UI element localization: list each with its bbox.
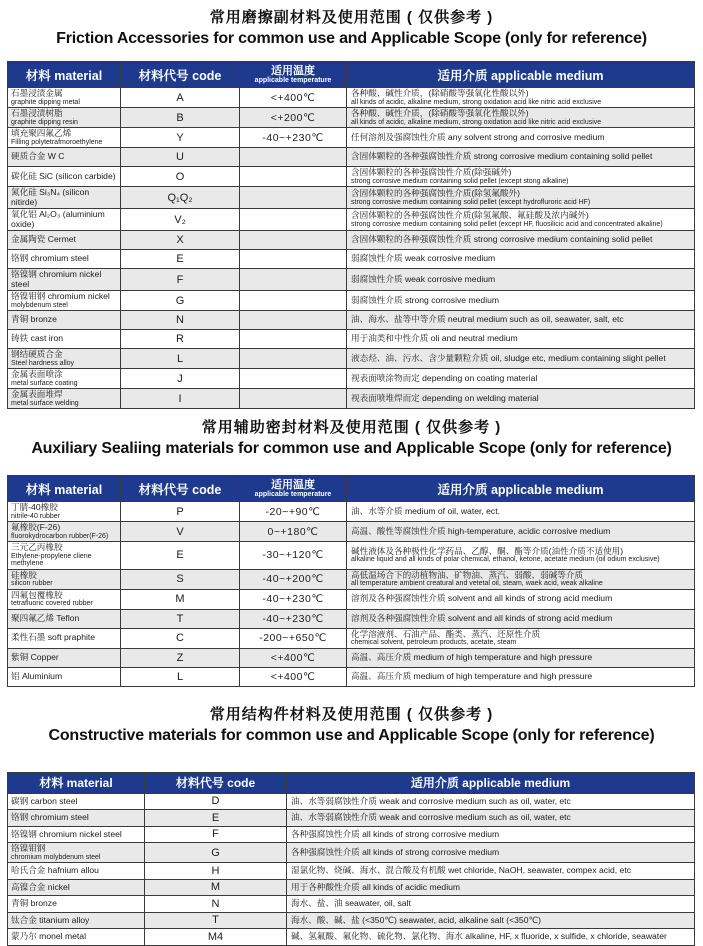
- table-row: [8, 231, 695, 250]
- material-cell: 金属表面堆焊 metal surface welding: [8, 389, 121, 409]
- table-row: [8, 879, 695, 896]
- table-row: [8, 542, 695, 570]
- medium-cell: 各种强腐蚀性介质 all kinds of strong corrosive medium: [287, 843, 695, 863]
- col-header-code: 材料代号 code: [145, 772, 287, 793]
- temperature-cell: -200~+650℃: [240, 628, 347, 648]
- code-cell: V: [121, 522, 240, 542]
- material-cell: 石墨浸渍金属 graphite dipping metal: [8, 88, 121, 108]
- table-row: [8, 209, 695, 231]
- medium-cell: 液态烃、油、污水、含少量颗粒介质 oil, sludge etc, medium containing slight pellet: [347, 349, 695, 369]
- material-cell: 三元乙丙橡胶 Ethylene-propylene cliene methylene: [8, 542, 121, 570]
- code-cell: P: [121, 502, 240, 522]
- medium-cell: 弱腐蚀性介质 strong corrosive medium: [347, 291, 695, 311]
- sealing-section-title-en: Auxiliary Sealiing materials for common use and Applicable Scope (only for reference): [31, 440, 672, 457]
- sealing-materials-table: [7, 475, 695, 687]
- material-cell: 铸铁 cast iron: [8, 330, 121, 349]
- material-cell: 铬钢 chromium steel: [8, 810, 145, 827]
- material-cell: 丁腈-40橡胶 nitrile-40 rubber: [8, 502, 121, 522]
- material-cell: 碳化硅 SiC (silicon carbide): [8, 167, 121, 187]
- medium-cell: 高温、高压介质 medium of high temperature and high pressure: [347, 648, 695, 667]
- temperature-cell: <+200℃: [240, 108, 347, 128]
- code-cell: R: [121, 330, 240, 349]
- table-row: [8, 311, 695, 330]
- material-cell: 四氟包覆橡胶 tetrafluoric covered rubber: [8, 589, 121, 609]
- medium-cell: 弱腐蚀性介质 weak corrosive medium: [347, 269, 695, 291]
- sealing-materials-section: [0, 418, 703, 687]
- code-cell: J: [121, 369, 240, 389]
- table-row: [8, 128, 695, 148]
- medium-cell: 碱性液体及各种极性化学药品、乙醇、酮、酯等介质(油性介质不适使用) alkaline liquid and all kinds of polar chemical, ethanol, ketone, acetate medium (oil odium exclusive): [347, 542, 695, 570]
- material-cell: 哈氏合金 hafnium allou: [8, 863, 145, 880]
- friction-materials-table: [7, 61, 695, 409]
- temperature-cell: <+400℃: [240, 648, 347, 667]
- temperature-cell: <+400℃: [240, 667, 347, 686]
- constructive-materials-section: [0, 705, 703, 946]
- table-row: [8, 250, 695, 269]
- temperature-cell: [240, 209, 347, 231]
- material-cell: 硬质合金 W C: [8, 148, 121, 167]
- table-row: [8, 863, 695, 880]
- code-cell: M: [121, 589, 240, 609]
- code-cell: G: [145, 843, 287, 863]
- col-header-material: 材料 material: [8, 772, 145, 793]
- table-row: [8, 826, 695, 843]
- medium-cell: 海水、酸、碱、盐 (<350℃) seawater, acid, alkaline salt (<350℃): [287, 912, 695, 929]
- table-row: [8, 810, 695, 827]
- material-cell: 铬钢 chromium steel: [8, 250, 121, 269]
- medium-cell: 各种酸、碱性介质，(除硝酸等强氧化性酸以外) all kinds of acidic, alkaline medium, strong oxidation acid like nitric acid exclusive: [347, 108, 695, 128]
- material-cell: 紫铜 Copper: [8, 648, 121, 667]
- table-row: [8, 589, 695, 609]
- code-cell: U: [121, 148, 240, 167]
- temperature-cell: 0~+180℃: [240, 522, 347, 542]
- col-header-temperature: [240, 476, 347, 502]
- table-row: [8, 330, 695, 349]
- temperature-cell: [240, 148, 347, 167]
- temperature-cell: -40~+200℃: [240, 569, 347, 589]
- table-row: [8, 389, 695, 409]
- table-row: [8, 502, 695, 522]
- table-row: [8, 609, 695, 628]
- medium-cell: 含固体颗粒的各种强腐蚀性介质(除氢氟酸、氟硅酸及浓内碱外) strong corrosive medium containing solid pellet (except HF, fluosilicic acid and concentrated alkaline): [347, 209, 695, 231]
- col-header-code: 材料代号 code: [121, 62, 240, 88]
- medium-cell: 油、水等弱腐蚀性介质 weak and corrosive medium such as oil, water, etc: [287, 793, 695, 810]
- temperature-cell: [240, 389, 347, 409]
- material-cell: 高镍合金 nickel: [8, 879, 145, 896]
- temperature-cell: -20~+90℃: [240, 502, 347, 522]
- temperature-cell: [240, 349, 347, 369]
- medium-cell: 油、海水、盐等中等介质 neutral medium such as oil, seawater, salt, etc: [347, 311, 695, 330]
- material-cell: 氮化硅 Si₃N₄ (silicon nitirde): [8, 187, 121, 209]
- medium-cell: 溶剂及各种强腐蚀性介质 solvent and all kinds of strong acid medium: [347, 589, 695, 609]
- col-header-material: 材料 material: [8, 476, 121, 502]
- code-cell: Y: [121, 128, 240, 148]
- medium-cell: 化学溶液剂、石油产品、酯类、蒸汽、还原性介质 chemical solvent, petroleum products, acetate, steam: [347, 628, 695, 648]
- material-cell: 钢结硬质合金 Steel hardness alloy: [8, 349, 121, 369]
- code-cell: T: [145, 912, 287, 929]
- col-header-temperature-en: applicable temperature: [254, 490, 332, 498]
- material-cell: 石墨浸渍树脂 graphite dipping resin: [8, 108, 121, 128]
- material-cell: 氧化铝 Al₂O₃ (aluminium oxide): [8, 209, 121, 231]
- table-row: [8, 88, 695, 108]
- table-row: [8, 291, 695, 311]
- table-row: [8, 108, 695, 128]
- col-header-temperature: [240, 62, 347, 88]
- friction-section-title-en: Friction Accessories for common use and Applicable Scope (only for reference): [56, 30, 647, 47]
- medium-cell: 含固体颗粒的各种强腐蚀性介质(除强碱外) strong corrosive medium containing solid pellet (except stong alkaline): [347, 167, 695, 187]
- code-cell: M: [145, 879, 287, 896]
- header-row: [8, 772, 695, 793]
- material-cell: 铬镍钼钢 chromium nickel molybdenum steel: [8, 291, 121, 311]
- code-cell: M4: [145, 929, 287, 946]
- code-cell: X: [121, 231, 240, 250]
- code-cell: E: [121, 250, 240, 269]
- table-row: [8, 793, 695, 810]
- material-cell: 青铜 bronze: [8, 311, 121, 330]
- material-cell: 铬镍钢 chromium nickel steel: [8, 269, 121, 291]
- col-header-medium: 适用介质 applicable medium: [347, 476, 695, 502]
- medium-cell: 用于各种酸性介质 all kinds of acidic medium: [287, 879, 695, 896]
- temperature-cell: -40~+230℃: [240, 609, 347, 628]
- code-cell: A: [121, 88, 240, 108]
- table-row: [8, 569, 695, 589]
- code-cell: D: [145, 793, 287, 810]
- temperature-cell: -30~+120℃: [240, 542, 347, 570]
- material-cell: 铬镍钢 chromium nickel steel: [8, 826, 145, 843]
- medium-cell: 海水、盐、油 seawater, oil, salt: [287, 896, 695, 913]
- medium-cell: 各种强腐蚀性介质 all kinds of strong corrosive medium: [287, 826, 695, 843]
- material-cell: 铬镍钼钢 chromium molybdenum steel: [8, 843, 145, 863]
- code-cell: G: [121, 291, 240, 311]
- table-row: [8, 843, 695, 863]
- table-row: [8, 628, 695, 648]
- friction-section-title-zh: 常用磨擦副材料及使用范围 ( 仅供参考 ): [209, 9, 494, 26]
- medium-cell: 弱腐蚀性介质 weak corrosive medium: [347, 250, 695, 269]
- header-row: [8, 476, 695, 502]
- code-cell: E: [121, 542, 240, 570]
- material-cell: 青铜 bronze: [8, 896, 145, 913]
- temperature-cell: -40~+230℃: [240, 128, 347, 148]
- temperature-cell: [240, 311, 347, 330]
- table-row: [8, 148, 695, 167]
- header-row: [8, 62, 695, 88]
- code-cell: T: [121, 609, 240, 628]
- temperature-cell: -40~+230℃: [240, 589, 347, 609]
- table-row: [8, 349, 695, 369]
- col-header-medium: 适用介质 applicable medium: [287, 772, 695, 793]
- material-cell: 蒙乃尔 monel metal: [8, 929, 145, 946]
- code-cell: O: [121, 167, 240, 187]
- code-cell: Q₁Q₂: [121, 187, 240, 209]
- code-cell: Z: [121, 648, 240, 667]
- constructive-materials-table: [7, 772, 695, 946]
- table-row: [8, 522, 695, 542]
- material-cell: 填充聚四氟乙烯 Filling polytetrafmoroethylene: [8, 128, 121, 148]
- medium-cell: 各种酸、碱性介质，(除硝酸等强氧化性酸以外) all kinds of acidic, alkaline medium, strong oxidation acid like nitric acid exclusive: [347, 88, 695, 108]
- col-header-temperature-zh: 适用温度: [271, 64, 315, 77]
- material-cell: 金属表面喷涂 metal surface coating: [8, 369, 121, 389]
- col-header-temperature-zh: 适用温度: [271, 478, 315, 491]
- code-cell: S: [121, 569, 240, 589]
- material-cell: 聚四氟乙烯 Teflon: [8, 609, 121, 628]
- code-cell: H: [145, 863, 287, 880]
- col-header-temperature-en: applicable temperature: [254, 76, 332, 84]
- table-row: [8, 369, 695, 389]
- medium-cell: 溶剂及各种强腐蚀性介质 solvent and all kinds of strong acid medium: [347, 609, 695, 628]
- material-cell: 钛合金 titanium alloy: [8, 912, 145, 929]
- temperature-cell: [240, 269, 347, 291]
- code-cell: F: [121, 269, 240, 291]
- material-cell: 金属陶瓷 Cermet: [8, 231, 121, 250]
- medium-cell: 用于油类和中性介质 oli and neutral medium: [347, 330, 695, 349]
- sealing-section-title-zh: 常用辅助密封材料及使用范围 ( 仅供参考 ): [201, 419, 502, 436]
- code-cell: L: [121, 349, 240, 369]
- temperature-cell: [240, 330, 347, 349]
- temperature-cell: [240, 250, 347, 269]
- medium-cell: 含固体颗粒的各种强腐蚀性介质(除氢氟酸外) strong corrosive medium containing solid pellet (except hydrofluroric acid HF): [347, 187, 695, 209]
- medium-cell: 高温、高压介质 medium of high temperature and high pressure: [347, 667, 695, 686]
- code-cell: V₂: [121, 209, 240, 231]
- code-cell: N: [121, 311, 240, 330]
- code-cell: I: [121, 389, 240, 409]
- material-cell: 氟橡胶(F-26) fluorokydrocarbon rubber(F-26): [8, 522, 121, 542]
- medium-cell: 油、水等弱腐蚀性介质 weak and corrosive medium such as oil, water, etc: [287, 810, 695, 827]
- friction-materials-section: [0, 8, 703, 409]
- medium-cell: 视表面喷堆焊而定 depending on welding material: [347, 389, 695, 409]
- material-cell: 碳钢 carbon steel: [8, 793, 145, 810]
- material-cell: 铝 Aluminium: [8, 667, 121, 686]
- temperature-cell: [240, 167, 347, 187]
- constructive-section-title-en: Constructive materials for common use and Applicable Scope (only for reference): [48, 726, 655, 744]
- code-cell: N: [145, 896, 287, 913]
- temperature-cell: [240, 187, 347, 209]
- medium-cell: 高低温场合下的动植物油、矿物油、蒸汽、弱酸、弱碱等介质 all temperature ambient creatural and vetetal oil, steam, waek acid, weak alkaline: [347, 569, 695, 589]
- table-row: [8, 269, 695, 291]
- medium-cell: 碱、氢氟酸、氟化物、硫化物、氯化物、海水 alkaline, HF, x fluoride, x sulfide, x chloride, seawater: [287, 929, 695, 946]
- table-row: [8, 667, 695, 686]
- code-cell: L: [121, 667, 240, 686]
- material-cell: 柔性石墨 soft praphite: [8, 628, 121, 648]
- temperature-cell: <+400℃: [240, 88, 347, 108]
- medium-cell: 含固体颗粒的各种强腐蚀性介质 strong corrosive medium containing solid pellet: [347, 148, 695, 167]
- material-cell: 硅橡胶 silicon rubber: [8, 569, 121, 589]
- code-cell: E: [145, 810, 287, 827]
- table-row: [8, 929, 695, 946]
- code-cell: B: [121, 108, 240, 128]
- constructive-section-title-zh: 常用结构件材料及使用范围 ( 仅供参考 ): [209, 705, 494, 723]
- medium-cell: 任何溶剂及强腐蚀性介质 any solvent strong and corrosive medium: [347, 128, 695, 148]
- col-header-medium: 适用介质 applicable medium: [347, 62, 695, 88]
- medium-cell: 含固体颗粒的各种强腐蚀性介质 strong corrosive medium containing solid pellet: [347, 231, 695, 250]
- table-row: [8, 167, 695, 187]
- medium-cell: 油、水等介质 medium of oil, water, ect.: [347, 502, 695, 522]
- col-header-material: 材料 material: [8, 62, 121, 88]
- temperature-cell: [240, 369, 347, 389]
- table-row: [8, 896, 695, 913]
- temperature-cell: [240, 231, 347, 250]
- temperature-cell: [240, 291, 347, 311]
- medium-cell: 高温、酸性等腐蚀性介质 high-temperature, acidic corrosive medium: [347, 522, 695, 542]
- table-row: [8, 187, 695, 209]
- code-cell: F: [145, 826, 287, 843]
- medium-cell: 视表面喷涂物而定 depending on coating material: [347, 369, 695, 389]
- medium-cell: 湿氯化物、烧碱、海水、混合酸及有机酸 wet chloride, NaOH, seawater, compex acid, etc: [287, 863, 695, 880]
- col-header-code: 材料代号 code: [121, 476, 240, 502]
- table-row: [8, 648, 695, 667]
- code-cell: C: [121, 628, 240, 648]
- table-row: [8, 912, 695, 929]
